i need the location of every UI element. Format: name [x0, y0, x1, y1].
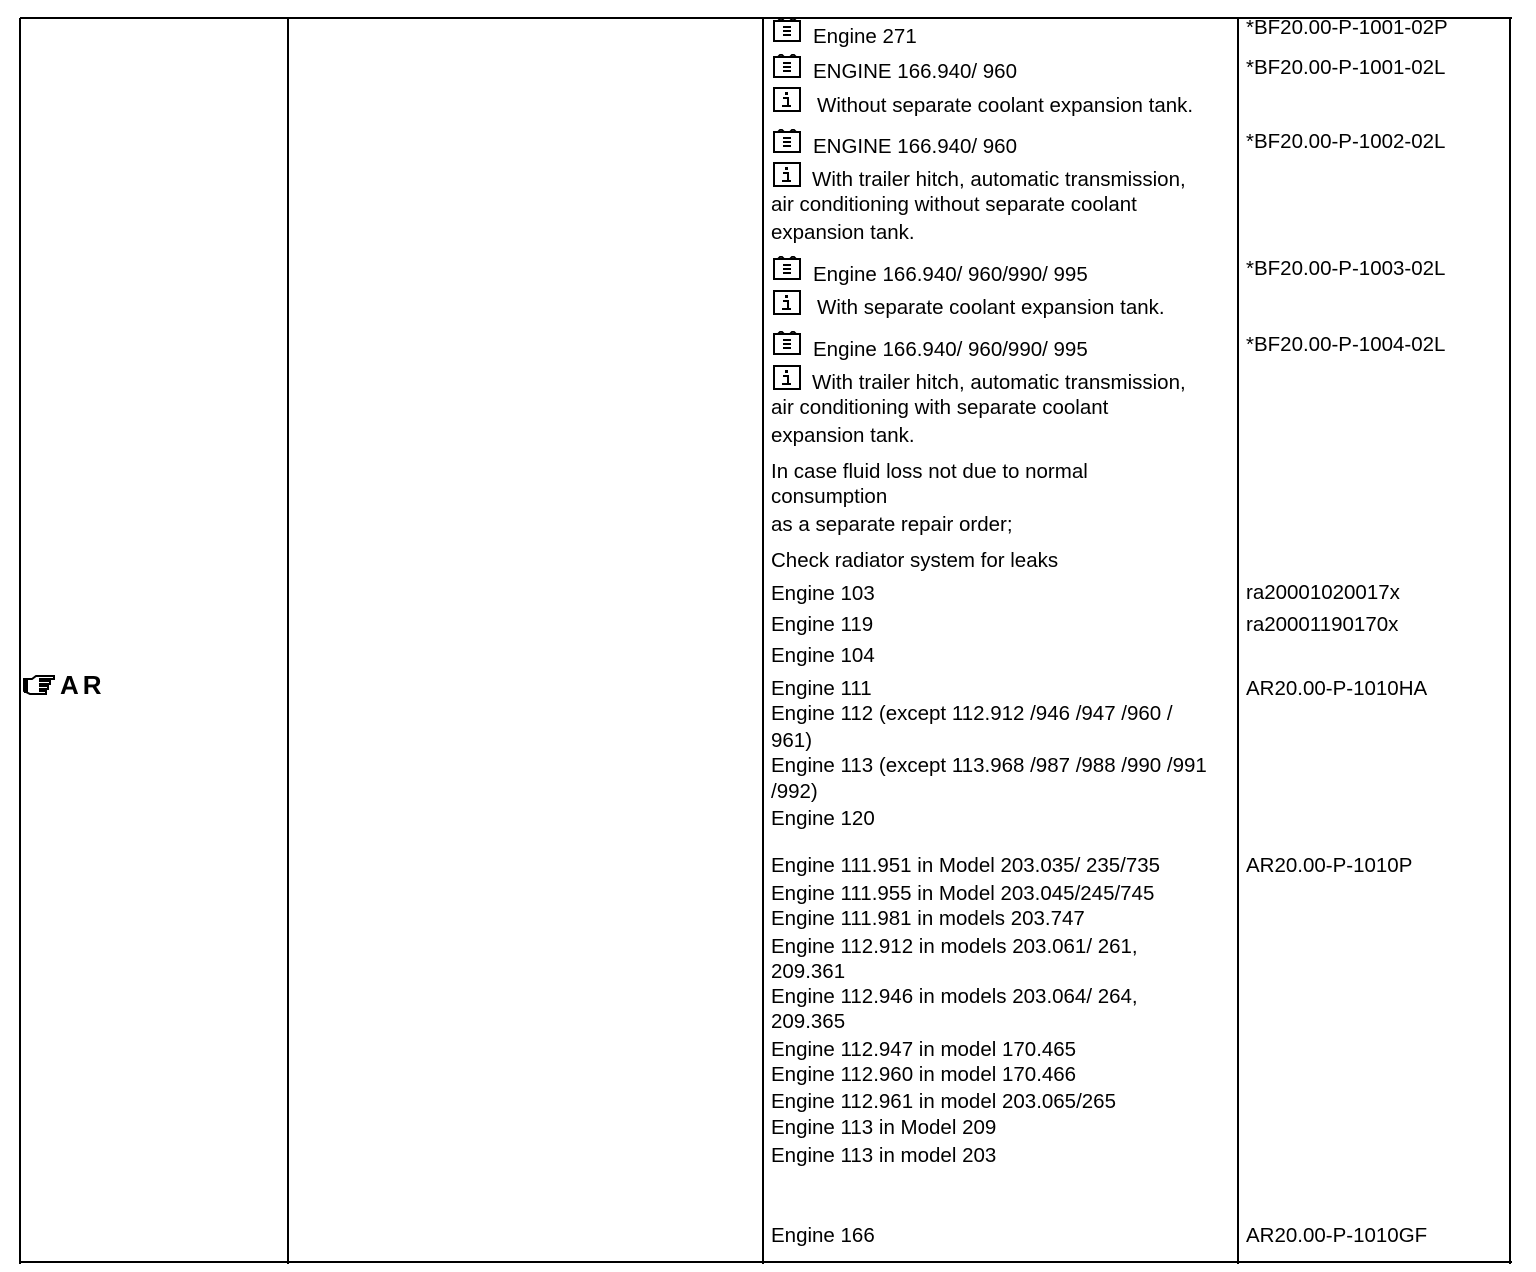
engine-103-text: Engine 103 [771, 582, 875, 605]
ha-group-line: 961) [771, 729, 813, 752]
reference-code[interactable]: *BF20.00-P-1001-02P [1246, 16, 1448, 39]
fluid-loss-line: consumption [771, 485, 888, 508]
p-group-line: Engine 111.955 in Model 203.045/245/745 [771, 882, 1155, 905]
engine-166-text: Engine 166 [771, 1224, 875, 1247]
info-icon [773, 290, 801, 315]
p-group-line: Engine 112.947 in model 170.465 [771, 1038, 1077, 1061]
p-group-line: 209.361 [771, 960, 846, 983]
engine-119-text: Engine 119 [771, 613, 874, 636]
info-note-line: With trailer hitch, automatic transmission, [812, 168, 1186, 191]
info-note-text: With separate coolant expansion tank. [817, 296, 1165, 319]
entry-engine-text: Engine 271 [813, 25, 917, 48]
info-icon [773, 365, 801, 390]
table-border-bottom [20, 1261, 1512, 1263]
ha-group-line: Engine 111 [771, 677, 872, 700]
p-group-line: Engine 112.946 in models 203.064/ 264, [771, 985, 1138, 1008]
table-border-right [1509, 18, 1511, 1264]
column-divider-3 [1237, 18, 1239, 1264]
engine-104-text: Engine 104 [771, 644, 875, 667]
table-border-left [19, 18, 21, 1264]
reference-code[interactable]: ra20001020017x [1246, 581, 1400, 604]
entry-engine-text: ENGINE 166.940/ 960 [813, 135, 1017, 158]
reference-code[interactable]: *BF20.00-P-1002-02L [1246, 130, 1446, 153]
ha-group-line: Engine 120 [771, 807, 875, 830]
fluid-loss-line: as a separate repair order; [771, 513, 1013, 536]
reference-code[interactable]: AR20.00-P-1010P [1246, 854, 1413, 877]
p-group-line: Engine 112.961 in model 203.065/265 [771, 1090, 1116, 1113]
info-note-line: air conditioning without separate coolant [771, 193, 1137, 216]
p-group-line: 209.365 [771, 1010, 846, 1033]
entry-engine-text: Engine 166.940/ 960/990/ 995 [813, 338, 1088, 361]
p-group-line: Engine 113 in Model 209 [771, 1116, 997, 1139]
p-group-line: Engine 111.951 in Model 203.035/ 235/735 [771, 854, 1161, 877]
entry-engine-text: Engine 166.940/ 960/990/ 995 [813, 263, 1088, 286]
ha-group-line: /992) [771, 780, 818, 803]
reference-code[interactable]: AR20.00-P-1010HA [1246, 677, 1428, 700]
reference-code[interactable]: *BF20.00-P-1001-02L [1246, 56, 1446, 79]
entry-engine-text: ENGINE 166.940/ 960 [813, 60, 1017, 83]
p-group-line: Engine 111.981 in models 203.747 [771, 907, 1085, 930]
reference-code[interactable]: AR20.00-P-1010GF [1246, 1224, 1428, 1247]
p-group-line: Engine 113 in model 203 [771, 1144, 997, 1167]
ar-label-text: AR [60, 670, 106, 700]
fluid-loss-line: In case fluid loss not due to normal [771, 460, 1088, 483]
column-divider-1 [287, 18, 289, 1264]
p-group-line: Engine 112.912 in models 203.061/ 261, [771, 935, 1138, 958]
info-note-line: With trailer hitch, automatic transmission, [812, 371, 1186, 394]
book-icon [773, 256, 801, 280]
pointing-hand-icon [22, 673, 58, 699]
book-icon [773, 331, 801, 355]
column-divider-2 [762, 18, 764, 1264]
book-icon [773, 18, 801, 42]
reference-code[interactable]: *BF20.00-P-1004-02L [1246, 333, 1446, 356]
check-radiator-text: Check radiator system for leaks [771, 549, 1059, 572]
info-icon [773, 87, 801, 112]
info-note-line: expansion tank. [771, 424, 915, 447]
reference-code[interactable]: *BF20.00-P-1003-02L [1246, 257, 1446, 280]
reference-code[interactable]: ra20001190170x [1246, 613, 1399, 636]
ha-group-line: Engine 113 (except 113.968 /987 /988 /990 /991 [771, 754, 1207, 777]
ha-group-line: Engine 112 (except 112.912 /946 /947 /960 / [771, 702, 1173, 725]
info-icon [773, 162, 801, 187]
info-note-line: air conditioning with separate coolant [771, 396, 1109, 419]
info-note-line: expansion tank. [771, 221, 915, 244]
book-icon [773, 129, 801, 153]
book-icon [773, 54, 801, 78]
ar-row-label [22, 670, 106, 701]
info-note-text: Without separate coolant expansion tank. [817, 94, 1194, 117]
p-group-line: Engine 112.960 in model 170.466 [771, 1063, 1077, 1086]
